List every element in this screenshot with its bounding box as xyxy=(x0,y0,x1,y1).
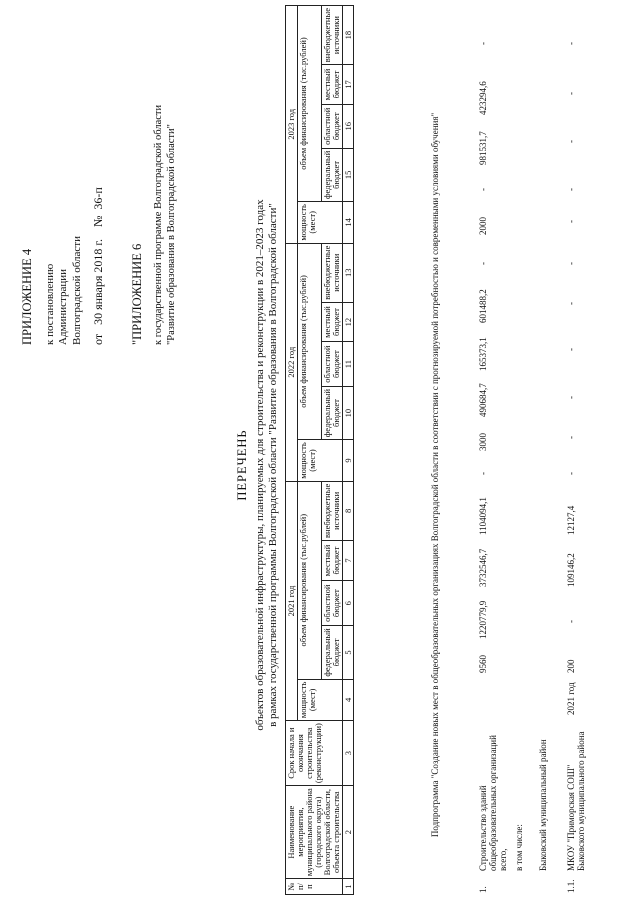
header-capacity-2022: мощность (мест) xyxy=(297,440,342,482)
header-year-2022: 2022 год xyxy=(286,243,298,481)
column-number: 12 xyxy=(342,302,354,342)
date-prefix: от xyxy=(90,333,105,345)
row-1-loc-2021: 1104094,1 xyxy=(478,497,488,535)
row-1-1-fed-2021: - xyxy=(566,620,576,623)
header-no: № п/п xyxy=(286,879,343,895)
column-number: 5 xyxy=(342,626,354,679)
header-financing-2022: объем финансирования (тыс.рублей) xyxy=(297,243,321,440)
infrastructure-table xyxy=(285,5,354,895)
header-reg-2022: областной бюджет xyxy=(321,342,342,387)
header-fed-2022: федеральный бюджет xyxy=(321,386,342,439)
column-number: 2 xyxy=(342,786,354,879)
appendix-4-line-1: к постановлению xyxy=(43,263,56,345)
row-1-reg-2022: 165373,1 xyxy=(478,337,488,371)
header-ext-2023: внебюджетные источники xyxy=(321,6,342,65)
column-number: 3 xyxy=(342,721,354,786)
header-financing-2021: объем финансирования (тыс.рублей) xyxy=(297,481,321,679)
row-1-1-no: 1.1. xyxy=(566,879,576,893)
row-1-loc-2022: 601488,2 xyxy=(478,289,488,323)
header-loc-2022: местный бюджет xyxy=(321,302,342,342)
column-number: 15 xyxy=(342,148,354,201)
row-1-1-ext-2023: - xyxy=(566,42,576,45)
row-1-cap-2021: 9560 xyxy=(478,655,488,673)
header-ext-2022: внебюджетные источники xyxy=(321,243,342,302)
row-1-1-ext-2022: - xyxy=(566,262,576,265)
appendix-4-title: ПРИЛОЖЕНИЕ 4 xyxy=(20,248,34,345)
district-name: Быковский муниципальный район xyxy=(538,739,548,871)
row-1-1-reg-2023: - xyxy=(566,140,576,143)
row-1-ext-2022: - xyxy=(478,262,488,265)
document-subtitle-1: объектов образовательной инфраструктуры, планируемых для строительства и реконструкции в 2021–2023 годах xyxy=(253,199,266,731)
column-number: 13 xyxy=(342,243,354,302)
header-financing-2023: объем финансирования (тыс.рублей) xyxy=(297,6,321,202)
row-1-1-loc-2023: - xyxy=(566,92,576,95)
row-1-1-cap-2022: - xyxy=(566,436,576,439)
header-capacity-2021: мощность (мест) xyxy=(297,679,342,721)
decree-number: 36-п xyxy=(90,187,105,210)
row-1-loc-2023: 423294,6 xyxy=(478,81,488,115)
row-1-1-loc-2022: - xyxy=(566,302,576,305)
row-1-ext-2023: - xyxy=(478,42,488,45)
row-1-cap-2022: 3000 xyxy=(478,433,488,451)
number-prefix: № xyxy=(90,215,105,228)
header-ext-2021: внебюджетные источники xyxy=(321,481,342,540)
appendix-4-date-line xyxy=(91,25,106,345)
row-1-1-name: МКОУ "Приморская СОШ" Быковского муниципального района xyxy=(566,731,586,871)
header-name: Наименование мероприятия, муниципального района (городского округа) Волгоградской области, объекта строительства xyxy=(286,786,343,879)
row-1-1-fed-2022: - xyxy=(566,396,576,399)
header-fed-2021: федеральный бюджет xyxy=(321,626,342,679)
row-1-fed-2023: - xyxy=(478,188,488,191)
row-1-reg-2023: 981531,7 xyxy=(478,131,488,165)
column-number: 7 xyxy=(342,540,354,580)
appendix-6-title: "ПРИЛОЖЕНИЕ 6 xyxy=(130,243,144,345)
column-number: 6 xyxy=(342,581,354,626)
appendix-6-line-1: к государственной программе Волгоградской области xyxy=(152,104,164,345)
row-1-fed-2022: 490684,7 xyxy=(478,383,488,417)
header-reg-2021: областной бюджет xyxy=(321,581,342,626)
column-number: 9 xyxy=(342,440,354,482)
appendix-4-block xyxy=(20,25,106,345)
header-loc-2021: местный бюджет xyxy=(321,540,342,580)
row-1-incl: в том числе: xyxy=(514,824,524,871)
header-period: Срок начала и окончания строительства (реконструкции) xyxy=(286,721,343,786)
header-fed-2023: федеральный бюджет xyxy=(321,148,342,201)
row-1-1-cap-2021: 200 xyxy=(566,659,576,673)
appendix-4-line-2: Администрации xyxy=(57,268,70,345)
row-1-1-cap-2023: - xyxy=(566,220,576,223)
row-1-1-fed-2023: - xyxy=(566,188,576,191)
row-1-name: Строительство зданий общеобразовательных организаций всего, xyxy=(478,735,508,871)
header-year-2021: 2021 год xyxy=(286,481,298,720)
row-1-reg-2021: 3732546,7 xyxy=(478,548,488,587)
row-1-1-loc-2021: 12127,4 xyxy=(566,505,576,535)
header-reg-2023: областной бюджет xyxy=(321,104,342,148)
appendix-6-block xyxy=(130,15,178,345)
document-heading xyxy=(235,145,281,785)
row-1-no: 1. xyxy=(478,886,488,893)
column-number: 8 xyxy=(342,481,354,540)
column-number: 10 xyxy=(342,386,354,439)
decree-date: 30 января 2018 г. xyxy=(90,239,105,325)
row-1-ext-2021: - xyxy=(478,472,488,475)
subprogram-title: Подпрограмма "Создание новых мест в общеобразовательных организациях Волгоградской области в соответствии с прогнозируемой потребностью и современными условиями обучения" xyxy=(430,112,440,838)
column-number: 17 xyxy=(342,65,354,105)
appendix-6-line-2: "Развитие образования в Волгоградской области" xyxy=(165,124,177,345)
column-number: 4 xyxy=(342,679,354,721)
row-1-fed-2021: 1220779,9 xyxy=(478,600,488,639)
document-title: ПЕРЕЧЕНЬ xyxy=(235,429,249,501)
column-number: 1 xyxy=(342,879,354,895)
row-1-cap-2023: 2000 xyxy=(478,217,488,235)
appendix-4-line-3: Волгоградской области xyxy=(71,236,84,345)
row-1-1-reg-2021: 109146,2 xyxy=(566,553,576,587)
column-number: 14 xyxy=(342,202,354,244)
row-1-1-ext-2021: - xyxy=(566,472,576,475)
column-number: 16 xyxy=(342,104,354,148)
column-number: 18 xyxy=(342,6,354,65)
row-1-1-period: 2021 год xyxy=(566,682,576,715)
column-number: 11 xyxy=(342,342,354,387)
document-subtitle-2: в рамках государственной программы Волгоградской области "Развитие образования в Волгоградской области" xyxy=(267,203,280,727)
row-1-1-reg-2022: - xyxy=(566,348,576,351)
header-loc-2023: местный бюджет xyxy=(321,65,342,105)
header-year-2023: 2023 год xyxy=(286,6,298,244)
header-capacity-2023: мощность (мест) xyxy=(297,202,342,244)
